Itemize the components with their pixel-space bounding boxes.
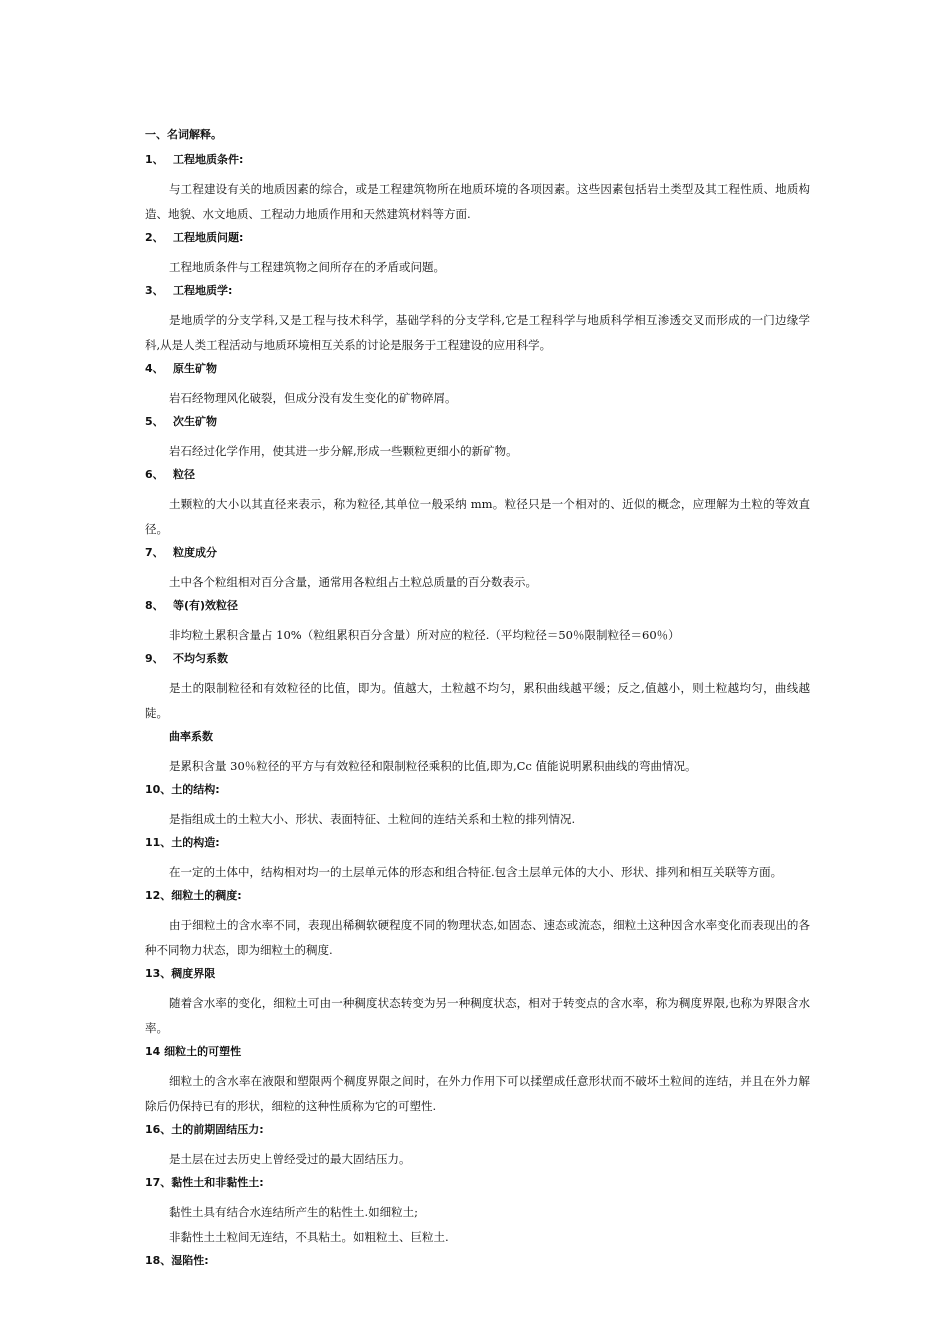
term-definition: 与工程建设有关的地质因素的综合，或是工程建筑物所在地质环境的各项因素。这些因素包括岩土类型及其工程性质、地质构造、地貌、水文地质、工程动力地质作用和天然建筑材料等方面.	[145, 182, 810, 221]
term-entry	[145, 467, 810, 542]
term-heading	[145, 651, 810, 667]
term-definition: 随着含水率的变化，细粒土可由一种稠度状态转变为另一种稠度状态，相对于转变点的含水率，称为稠度界限,也称为界限含水率。	[145, 996, 810, 1035]
term-entry	[145, 782, 810, 832]
term-title: 等(有)效粒径	[173, 599, 239, 612]
term-entry	[145, 966, 810, 1041]
term-entry	[145, 598, 810, 648]
term-definition: 在一定的土体中，结构相对均一的土层单元体的形态和组合特征.包含土层单元体的大小、形状、排列和相互关联等方面。	[169, 865, 783, 879]
term-entry	[145, 835, 810, 885]
term-definition: 是土的限制粒径和有效粒径的比值，即为。值越大，土粒越不均匀，累积曲线越平缓；反之,值越小，则土粒越均匀，曲线越陡。	[145, 681, 810, 720]
term-title: 工程地质条件:	[173, 153, 244, 166]
term-entry	[145, 651, 810, 726]
term-definition: 岩石经过化学作用，使其进一步分解,形成一些颗粒更细小的新矿物。	[169, 444, 518, 458]
term-entry	[145, 1044, 810, 1119]
term-definition: 黏性土具有结合水连结所产生的粘性土.如细粒土;	[169, 1205, 419, 1219]
term-entry	[145, 888, 810, 963]
term-title: 16、土的前期固结压力:	[145, 1123, 264, 1136]
term-heading	[145, 152, 810, 168]
term-definition: 土中各个粒组相对百分含量，通常用各粒组占土粒总质量的百分数表示。	[169, 575, 537, 589]
term-definition: 是指组成土的土粒大小、形状、表面特征、土粒间的连结关系和土粒的排列情况.	[169, 812, 576, 826]
term-entry	[145, 152, 810, 227]
term-definition: 土颗粒的大小以其直径来表示，称为粒径,其单位一般采纳 mm。粒径只是一个相对的、近似的概念，应理解为土粒的等效直径。	[145, 497, 810, 536]
term-heading	[145, 1253, 810, 1269]
term-title: 曲率系数	[169, 730, 213, 743]
term-heading	[145, 230, 810, 246]
term-definition: 非黏性土土粒间无连结，不具粘土。如粗粒土、巨粒土.	[169, 1230, 449, 1244]
term-number: 5、	[145, 415, 164, 428]
term-definition: 细粒土的含水率在液限和塑限两个稠度界限之间时，在外力作用下可以揉塑成任意形状而不破坏土粒间的连结，并且在外力解除后仍保持已有的形状，细粒的这种性质称为它的可塑性.	[145, 1074, 810, 1113]
term-number: 9、	[145, 652, 164, 665]
term-heading	[145, 1175, 810, 1191]
term-definition: 是累积含量 30％粒径的平方与有效粒径和限制粒径乘积的比值,即为,Cc 值能说明累积曲线的弯曲情况。	[169, 759, 697, 773]
section-title: 一、名词解释。	[145, 128, 222, 141]
term-heading	[145, 966, 810, 982]
term-heading	[145, 467, 810, 483]
term-entry	[145, 1122, 810, 1172]
term-title: 12、细粒土的稠度:	[145, 889, 242, 902]
term-definition: 是土层在过去历史上曾经受过的最大固结压力。	[169, 1152, 411, 1166]
term-heading	[145, 782, 810, 798]
term-title: 18、湿陷性:	[145, 1254, 209, 1267]
term-entry	[145, 361, 810, 411]
term-number: 2、	[145, 231, 164, 244]
term-title: 原生矿物	[173, 362, 217, 375]
term-number: 7、	[145, 546, 164, 559]
term-title: 17、黏性土和非黏性土:	[145, 1176, 264, 1189]
term-title: 不均匀系数	[173, 652, 228, 665]
term-number: 3、	[145, 284, 164, 297]
term-number: 1、	[145, 153, 164, 166]
term-number: 6、	[145, 468, 164, 481]
document-content	[145, 127, 810, 1278]
term-heading	[145, 414, 810, 430]
term-entry	[145, 1175, 810, 1250]
term-heading	[145, 1044, 810, 1060]
term-heading	[145, 888, 810, 904]
term-definition: 非均粒土累积含量占 10%（粒组累积百分含量）所对应的粒径.（平均粒径＝50％限制粒径＝60％）	[169, 628, 680, 642]
term-definition: 是地质学的分支学科,又是工程与技术科学，基础学科的分支学科,它是工程科学与地质科学相互渗透交叉而形成的一门边缘学科,从是人类工程活动与地质环境相互关系的讨论是服务于工程建设的应用科学。	[145, 313, 810, 352]
term-definition: 工程地质条件与工程建筑物之间所存在的矛盾或问题。	[169, 260, 445, 274]
term-title: 粒度成分	[173, 546, 217, 559]
term-entry	[145, 545, 810, 595]
term-heading	[145, 729, 810, 745]
term-heading	[145, 545, 810, 561]
term-entry	[145, 1253, 810, 1269]
term-entry	[145, 230, 810, 280]
term-title: 次生矿物	[173, 415, 217, 428]
term-title: 粒径	[173, 468, 195, 481]
term-title: 13、稠度界限	[145, 967, 216, 980]
term-number: 4、	[145, 362, 164, 375]
term-title: 14 细粒土的可塑性	[145, 1045, 242, 1058]
term-entry	[145, 414, 810, 464]
term-entry	[145, 283, 810, 358]
term-heading	[145, 835, 810, 851]
term-number: 8、	[145, 599, 164, 612]
term-heading	[145, 1122, 810, 1138]
term-heading	[145, 283, 810, 299]
term-heading	[145, 598, 810, 614]
term-title: 工程地质问题:	[173, 231, 244, 244]
term-heading	[145, 361, 810, 377]
term-definition: 由于细粒土的含水率不同，表现出稀稠软硬程度不同的物理状态,如固态、速态或流态，细粒土这种因含水率变化而表现出的各种不同物力状态，即为细粒土的稠度.	[145, 918, 810, 957]
term-title: 工程地质学:	[173, 284, 233, 297]
term-title: 11、土的构造:	[145, 836, 220, 849]
term-entry	[145, 729, 810, 779]
term-title: 10、土的结构:	[145, 783, 220, 796]
term-definition: 岩石经物理风化破裂，但成分没有发生变化的矿物碎屑。	[169, 391, 457, 405]
